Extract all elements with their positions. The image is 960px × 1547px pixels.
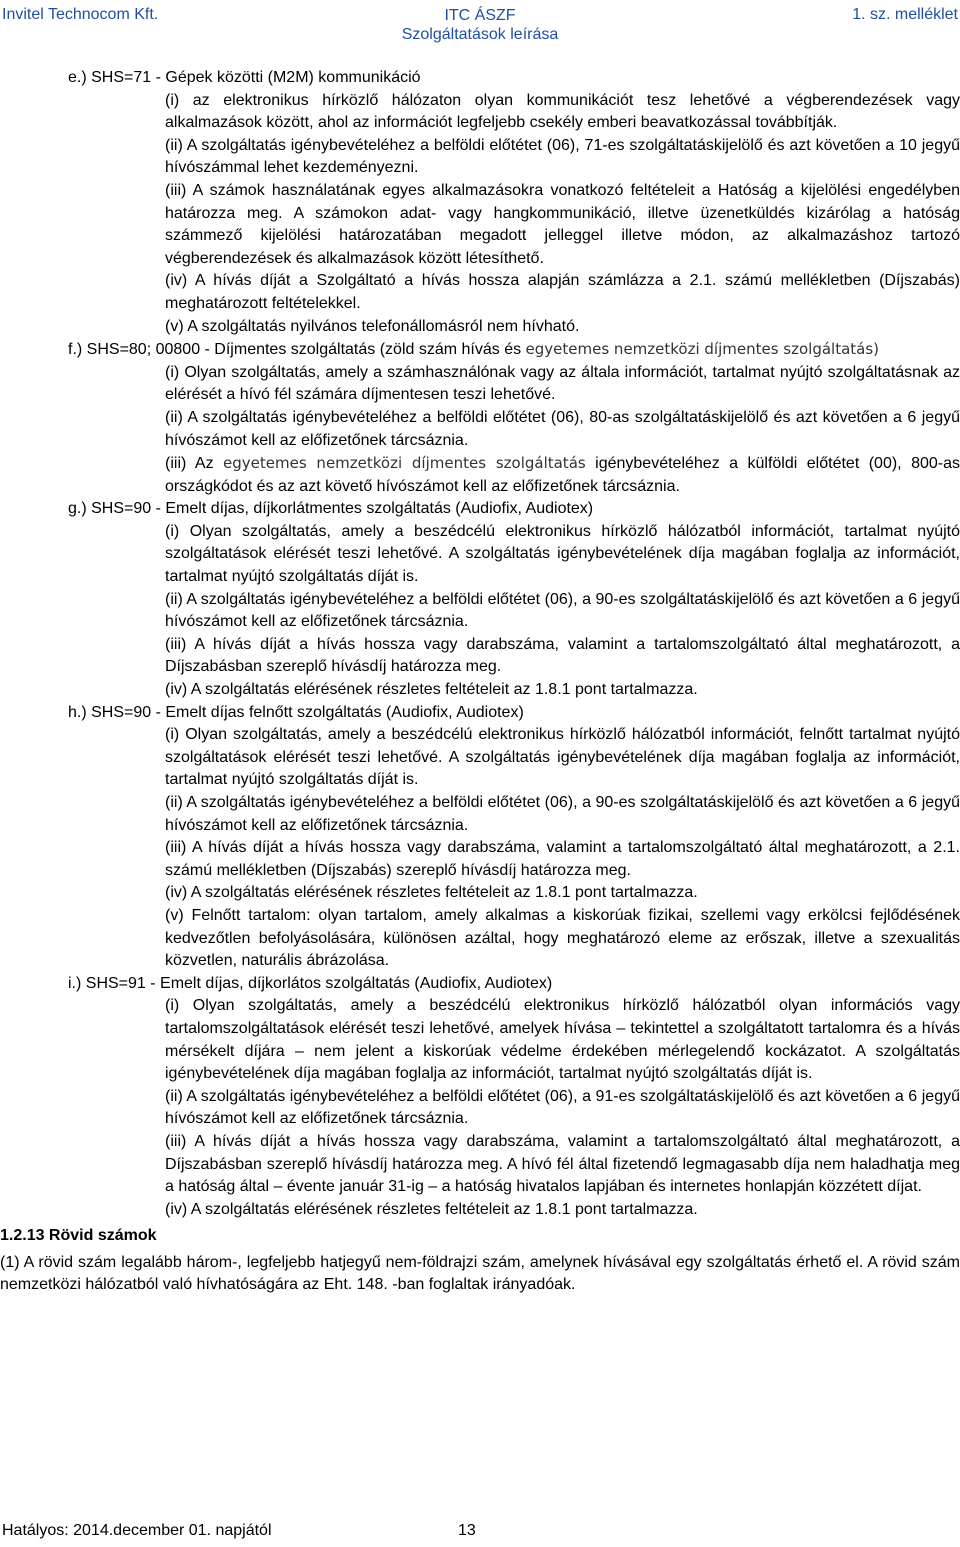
section-f-item-3-alt: egyetemes nemzetközi díjmentes szolgáltatás bbox=[223, 454, 586, 473]
page-header bbox=[0, 0, 960, 46]
section-i-title: i.) SHS=91 - Emelt díjas, díjkorlátos szolgáltatás (Audiofix, Audiotex) bbox=[68, 974, 553, 992]
page-number: 13 bbox=[458, 1522, 476, 1539]
footer-effective-date: Hatályos: 2014.december 01. napjától bbox=[2, 1522, 272, 1539]
section-f-item-1: (i) Olyan szolgáltatás, amely a számhasználónak vagy az általa információt, tartalmat nyújtó szolgáltatásnak az elérését a hívó fél számára díjmentesen teszi lehetővé. bbox=[165, 363, 960, 404]
page-footer bbox=[2, 1522, 476, 1540]
section-h-item-5: (v) Felnőtt tartalom: olyan tartalom, amely alkalmas a kiskorúak fizikai, szellemi vagy erkölcsi fejlődésének kedvezőtlen befolyásolására, különösen azáltal, hogy meghatározó eleme az erőszak, illetve a szexualitás közvetlen, naturális ábrázolása. bbox=[165, 906, 960, 970]
section-h-item-1: (i) Olyan szolgáltatás, amely a beszédcélú elektronikus hírközlő hálózatból információt, felnőtt tartalmat nyújtó szolgáltatások elérését teszi lehetővé. A szolgáltatás igénybevételének díja magában foglalja az információt, tartalmat nyújtó szolgáltatás díját is. bbox=[165, 726, 960, 789]
section-e-item-1: (i) az elektronikus hírközlő hálózaton olyan kommunikációt tesz lehetővé a végberendezések vagy alkalmazások között, ahol az információt legfeljebb csekély emberi beavatkozással továbbítják. bbox=[165, 91, 960, 132]
header-doc-subtitle: Szolgáltatások leírása bbox=[401, 26, 559, 43]
header-center bbox=[0, 6, 960, 44]
section-g-item-2: (ii) A szolgáltatás igénybevételéhez a belföldi előtétet (06), a 90-es szolgáltatáskijelölő és azt követően a 6 jegyű hívószámot kell az előfizetőnek tárcsáznia. bbox=[165, 590, 960, 631]
section-i-item-3: (iii) A hívás díját a hívás hossza vagy darabszáma, valamint a tartalomszolgáltató által meghatározott, a Díjszabásban szereplő hívásdíj határozza meg. A hívó fél által fizetendő legmagasabb díja nem haladhatja meg a hatóság által – évente január 31-ig – a hatóság hivatalos lapjában és internetes honlapján közzétett díjat. bbox=[165, 1132, 960, 1196]
section-i-item-4: (iv) A szolgáltatás elérésének részletes feltételeit az 1.8.1 pont tartalmazza. bbox=[165, 1200, 698, 1218]
section-e-title: e.) SHS=71 - Gépek közötti (M2M) kommunikáció bbox=[68, 69, 421, 86]
section-f-item-3 bbox=[165, 452, 960, 498]
section-e-item-3: (iii) A számok használatának egyes alkalmazásokra vonatkozó feltételeit a Hatóság a kijelölési engedélyben határozza meg. A számokon adat- vagy hangkommunikáció, illetve üzenetküldés kizárólag a hatóság számmező kijelölési határozatában megadott jelleggel illetve módon, az alkalmazáshoz tartozó végberendezések és alkalmazások között létesíthető. bbox=[165, 181, 960, 267]
section-g-item-1: (i) Olyan szolgáltatás, amely a beszédcélú elektronikus hírközlő hálózatból információt, tartalmat nyújtó szolgáltatások elérését teszi lehetővé. A szolgáltatás igénybevételének díja magában foglalja az információt, tartalmat nyújtó szolgáltatás díját is. bbox=[165, 522, 960, 586]
section-f-title-alt: egyetemes nemzetközi díjmentes szolgáltatás) bbox=[525, 340, 880, 359]
section-f-item-2: (ii) A szolgáltatás igénybevételéhez a belföldi előtétet (06), 80-as szolgáltatáskijelölő és azt követően a 6 jegyű hívószámot kell az előfizetőnek tárcsáznia. bbox=[165, 408, 960, 449]
section-i-item-1: (i) Olyan szolgáltatás, amely a beszédcélú elektronikus hírközlő hálózatból olyan információs vagy tartalomszolgáltatások elérését teszi lehetővé, amelyek hívása – tekintettel a szolgáltatott tartalomra és a hívás mérsékelt díjára – nem jelent a kiskorúak védelme érdekében mérlegelendő kockázatot. A szolgáltatás igénybevételének díja magában foglalja az információt, tartalmat nyújtó szolgáltatás díját is. bbox=[165, 997, 960, 1083]
section-g-title: g.) SHS=90 - Emelt díjas, díjkorlátmentes szolgáltatás (Audiofix, Audiotex) bbox=[68, 500, 594, 518]
section-f-item-3-end: igénybevételéhez a külföldi előtétet (00), 800-as országkódot és az azt követő hívószámot kell az előfizetőnek tárcsáznia. bbox=[165, 455, 960, 495]
header-doc-title: ITC ÁSZF bbox=[444, 7, 516, 24]
rovid-szamok-paragraph: (1) A rövid szám legalább három-, legfeljebb hatjegyű nem-földrajzi szám, amelynek hívásával egy szolgáltatás érhető el. A rövid szám nemzetközi hálózatból való hívhatóságára az Eht. 148. -ban foglaltak irányadóak. bbox=[0, 1253, 960, 1294]
section-h-title: h.) SHS=90 - Emelt díjas felnőtt szolgáltatás (Audiofix, Audiotex) bbox=[68, 703, 524, 721]
section-h-item-2: (ii) A szolgáltatás igénybevételéhez a belföldi előtétet (06), a 90-es szolgáltatáskijelölő és azt követően a 6 jegyű hívószámot kell az előfizetőnek tárcsáznia. bbox=[165, 794, 960, 834]
section-h-item-4: (iv) A szolgáltatás elérésének részletes feltételeit az 1.8.1 pont tartalmazza. bbox=[165, 884, 698, 902]
section-g-item-4: (iv) A szolgáltatás elérésének részletes feltételeit az 1.8.1 pont tartalmazza. bbox=[165, 681, 698, 699]
section-h-item-3: (iii) A hívás díját a hívás hossza vagy darabszáma, valamint a tartalomszolgáltató által meghatározott, a 2.1. számú mellékletben (Díjszabás) szereplő hívásdíj határozza meg. bbox=[165, 839, 960, 879]
header-annex: 1. sz. melléklet bbox=[852, 6, 958, 23]
section-e-item-4: (iv) A hívás díját a Szolgáltató a hívás hossza alapján számlázza a 2.1. számú mellékletben (Díjszabás) meghatározott feltételekkel. bbox=[165, 272, 960, 312]
document-body bbox=[0, 67, 960, 1297]
section-heading-rovid-szamok: 1.2.13 Rövid számok bbox=[0, 1227, 157, 1245]
section-f-title-main: f.) SHS=80; 00800 - Díjmentes szolgáltatás (zöld szám hívás és bbox=[68, 341, 526, 359]
section-f-item-3-start: (iii) Az bbox=[165, 455, 224, 473]
section-i-item-2: (ii) A szolgáltatás igénybevételéhez a belföldi előtétet (06), a 91-es szolgáltatáskijelölő és azt követően a 6 jegyű hívószámot kell az előfizetőnek tárcsáznia. bbox=[165, 1087, 960, 1128]
header-company: Invitel Technocom Kft. bbox=[2, 6, 159, 23]
section-f-title bbox=[68, 338, 960, 362]
section-e-item-5: (v) A szolgáltatás nyilvános telefonállomásról nem hívható. bbox=[165, 317, 580, 335]
section-g-item-3: (iii) A hívás díját a hívás hossza vagy darabszáma, valamint a tartalomszolgáltató által meghatározott, a Díjszabásban szereplő hívásdíj határozza meg. bbox=[165, 635, 960, 676]
section-e-item-2: (ii) A szolgáltatás igénybevételéhez a belföldi előtétet (06), 71-es szolgáltatáskijelölő és azt követően a 10 jegyű hívószámmal lehet kezdeményezni. bbox=[165, 136, 960, 177]
